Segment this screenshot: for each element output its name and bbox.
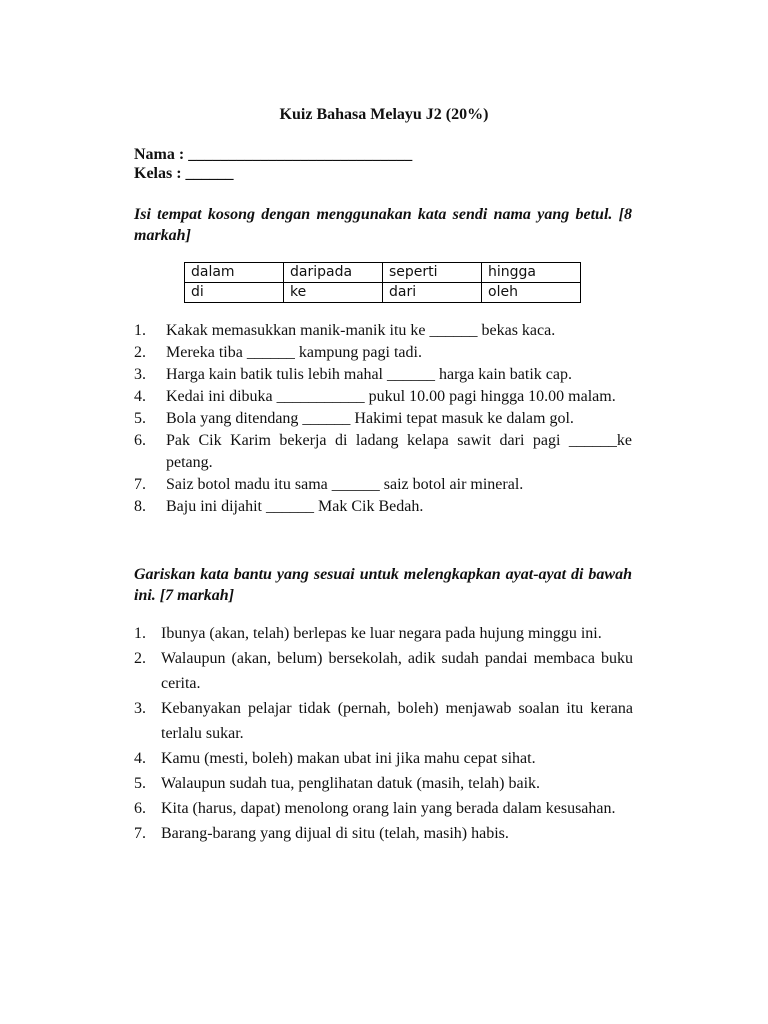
table-cell: daripada	[284, 263, 383, 283]
section1-question-list	[134, 320, 632, 518]
question-text: Baju ini dijahit ______ Mak Cik Bedah.	[166, 498, 424, 515]
word-bank-table	[184, 262, 581, 303]
list-item	[134, 496, 632, 518]
question-text: Kakak memasukkan manik-manik itu ke ______ bekas kaca.	[166, 322, 556, 339]
table-cell: dari	[383, 283, 482, 303]
table-row	[185, 263, 581, 283]
list-item	[134, 821, 633, 846]
list-item	[134, 364, 632, 386]
table-cell: oleh	[482, 283, 581, 303]
question-number: 5.	[134, 775, 146, 792]
question-text: Bola yang ditendang ______ Hakimi tepat masuk ke dalam gol.	[166, 410, 574, 427]
question-number: 3.	[134, 700, 146, 717]
question-number: 8.	[134, 498, 146, 515]
question-number: 7.	[134, 476, 146, 493]
question-number: 3.	[134, 366, 146, 383]
question-text: Ibunya (akan, telah) berlepas ke luar negara pada hujung minggu ini.	[161, 625, 602, 642]
question-text: Harga kain batik tulis lebih mahal ______ harga kain batik cap.	[166, 366, 572, 383]
question-number: 4.	[134, 388, 146, 405]
question-text: Pak Cik Karim bekerja di ladang kelapa sawit dari pagi ______ke petang.	[166, 432, 632, 471]
list-item	[134, 771, 633, 796]
list-item	[134, 474, 632, 496]
question-number: 5.	[134, 410, 146, 427]
table-cell: di	[185, 283, 284, 303]
question-number: 2.	[134, 650, 146, 667]
section1-instruction: Isi tempat kosong dengan menggunakan kata sendi nama yang betul. [8 markah]	[134, 206, 632, 244]
question-number: 2.	[134, 344, 146, 361]
question-text: Saiz botol madu itu sama ______ saiz botol air mineral.	[166, 476, 524, 493]
list-item	[134, 646, 633, 696]
question-number: 1.	[134, 322, 146, 339]
question-text: Barang-barang yang dijual di situ (telah, masih) habis.	[161, 825, 509, 842]
table-cell: seperti	[383, 263, 482, 283]
list-item	[134, 342, 632, 364]
question-text: Mereka tiba ______ kampung pagi tadi.	[166, 344, 422, 361]
question-number: 6.	[134, 432, 146, 449]
question-text: Kita (harus, dapat) menolong orang lain yang berada dalam kesusahan.	[161, 800, 616, 817]
question-number: 4.	[134, 750, 146, 767]
list-item	[134, 621, 633, 646]
list-item	[134, 696, 633, 746]
question-number: 6.	[134, 800, 146, 817]
question-text: Walaupun sudah tua, penglihatan datuk (masih, telah) baik.	[161, 775, 541, 792]
list-item	[134, 430, 632, 474]
question-number: 1.	[134, 625, 146, 642]
table-cell: ke	[284, 283, 383, 303]
kelas-field: Kelas : ______	[134, 165, 234, 182]
question-text: Kedai ini dibuka ___________ pukul 10.00 pagi hingga 10.00 malam.	[166, 388, 616, 405]
list-item	[134, 746, 633, 771]
list-item	[134, 320, 632, 342]
table-row	[185, 283, 581, 303]
question-text: Kebanyakan pelajar tidak (pernah, boleh) menjawab soalan itu kerana terlalu sukar.	[161, 700, 633, 742]
list-item	[134, 796, 633, 821]
table-cell: hingga	[482, 263, 581, 283]
nama-field: Nama : ____________________________	[134, 146, 413, 163]
section2-question-list	[134, 621, 633, 846]
page-title: Kuiz Bahasa Melayu J2 (20%)	[279, 106, 489, 123]
list-item	[134, 408, 632, 430]
question-number: 7.	[134, 825, 146, 842]
table-cell: dalam	[185, 263, 284, 283]
list-item	[134, 386, 632, 408]
question-text: Kamu (mesti, boleh) makan ubat ini jika mahu cepat sihat.	[161, 750, 536, 767]
section2-instruction: Gariskan kata bantu yang sesuai untuk melengkapkan ayat-ayat di bawah ini. [7 markah]	[134, 566, 632, 604]
question-text: Walaupun (akan, belum) bersekolah, adik sudah pandai membaca buku cerita.	[161, 650, 633, 692]
